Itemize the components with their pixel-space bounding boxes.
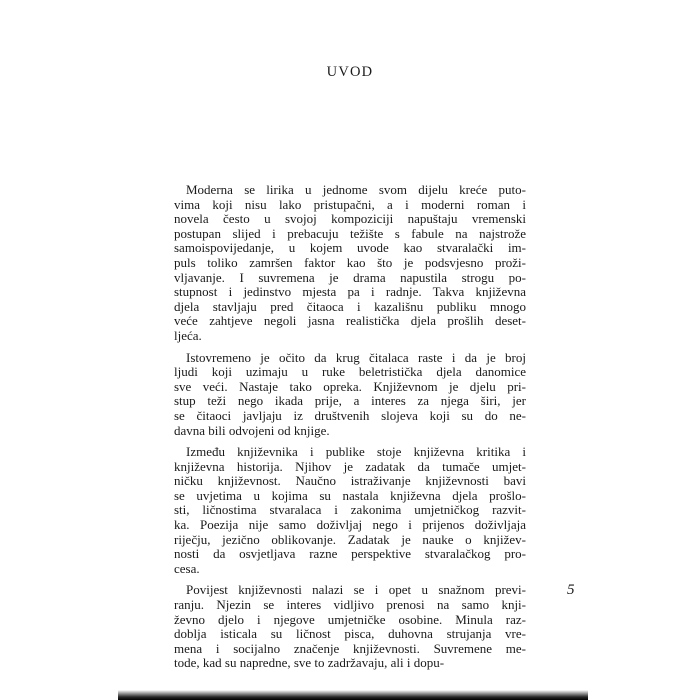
text-line: Moderna se lirika u jednome svom dijelu kreće puto- bbox=[186, 182, 526, 197]
text-line: ljeća. bbox=[174, 327, 202, 343]
text-line: stupnost i jedinstvo mjesta pa i radnje. Takva književna bbox=[174, 284, 526, 300]
text-line: postupan slijed i prebacuju težište s fabule na najstrože bbox=[174, 225, 526, 241]
paragraph bbox=[174, 351, 526, 439]
text-line: Između književnika i publike stoje književna kritika i bbox=[186, 444, 526, 460]
body-text bbox=[174, 183, 526, 678]
text-line: veće zahtjeve negoli jasna realistička djela prošlih deset- bbox=[174, 313, 526, 329]
text-line: novela često u svojoj kompoziciji napuštaju vremenski bbox=[174, 211, 526, 227]
scan-shadow-edge bbox=[118, 690, 588, 700]
text-line: djela stavljaju pred čitaoca i kazališnu publiku mnogo bbox=[174, 298, 526, 314]
text-line: mena i socijalno značenje književnosti. Suvremene me- bbox=[174, 640, 526, 656]
text-line: sti, ličnostima stvaralaca i zakonima umjetničkog razvit- bbox=[174, 502, 526, 518]
text-line: davna bili odvojeni od knjige. bbox=[174, 422, 330, 438]
paragraph bbox=[174, 183, 526, 344]
text-line: ničku književnost. Naučno istraživanje književnosti bavi bbox=[174, 473, 526, 489]
text-line: Istovremeno je očito da krug čitalaca raste i da je broj bbox=[186, 349, 526, 365]
text-line: stup teži nego ikada prije, a interes za njega širi, jer bbox=[174, 393, 526, 409]
text-line: književna historija. Njihov je zadatak da tumače umjet- bbox=[174, 458, 526, 474]
text-line: Povijest književnosti nalazi se i opet u snažnom previ- bbox=[186, 582, 526, 598]
text-line: ljudi koji uzimaju u ruke beletristička djela danomice bbox=[174, 364, 526, 380]
text-line: tode, kad su napredne, sve to zadržavaju, ali i dopu- bbox=[174, 655, 445, 671]
text-line: ka. Poezija nije samo doživljaj nego i prijenos doživljaja bbox=[174, 517, 526, 533]
text-line: vima koji nisu lako pristupačni, a i moderni roman i bbox=[174, 196, 526, 212]
text-line: vljavanje. I suvremena je drama napustila strogu po- bbox=[174, 269, 526, 285]
text-line: cesa. bbox=[174, 560, 200, 576]
text-line: nosti da osvjetljava razne perspektive stvaralačkog pro- bbox=[174, 546, 526, 562]
text-line: se čitaoci javljaju iz društvenih slojeva koji su do ne- bbox=[174, 407, 526, 423]
chapter-title: UVOD bbox=[326, 64, 374, 80]
text-line: se uvjetima u kojima su nastala književna djela prošlo- bbox=[174, 487, 526, 503]
text-line: ževno djelo i njegove umjetničke osobine. Minula raz- bbox=[174, 611, 526, 627]
paragraph bbox=[174, 445, 526, 576]
paragraph bbox=[174, 583, 526, 671]
text-line: doblja isticala su ličnost pisca, duhovna strujanja vre- bbox=[174, 626, 526, 642]
text-line: samoispovijedanje, u kojem uvode kao stvaralački im- bbox=[174, 240, 526, 256]
text-line: ranju. Njezin se interes vidljivo prenosi na samo knji- bbox=[174, 597, 526, 613]
text-line: riječju, jezično oblikovanje. Zadatak je nauke o književ- bbox=[174, 531, 526, 547]
text-line: puls toliko zamršen faktor kao što je podsvjesno proži- bbox=[174, 254, 526, 270]
page-number: 5 bbox=[567, 582, 575, 598]
text-line: sve veći. Nastaje tako opreka. Književnom je djelu pri- bbox=[174, 378, 526, 394]
